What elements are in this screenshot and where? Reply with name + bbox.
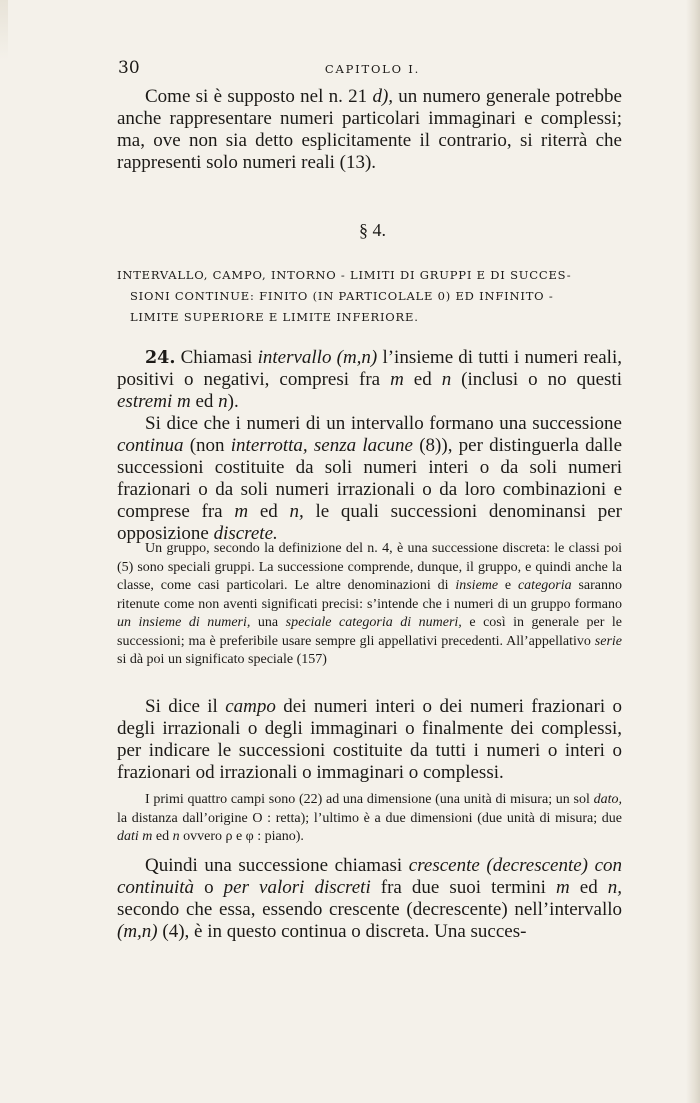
intro-italic-1: d), — [372, 86, 394, 107]
last-text-c: fra due suoi termini — [370, 877, 557, 898]
note2-italic-a: dato, — [593, 792, 622, 807]
campo-italic-a: campo — [225, 696, 276, 717]
p24b-text-b: (non — [183, 435, 231, 456]
note1-italic-b: categoria — [517, 578, 572, 593]
intro-paragraph — [117, 86, 622, 174]
p24b-italic-d: n, — [289, 501, 304, 522]
campo-text-a: Si dice il — [145, 696, 226, 717]
section-heading-line-2: SIONI CONTINUE: FINITO (IN PARTICOLALE 0) ED INFINITO - — [130, 289, 554, 303]
last-text-e: secondo che essa, essendo crescente (decrescente) nell’intervallo — [117, 899, 622, 920]
p24b-italic-c: m — [234, 501, 249, 522]
last-italic-e: (m,n) — [117, 921, 158, 942]
p24-text-f: ). — [227, 391, 239, 412]
p24-text-e: ed — [190, 391, 219, 412]
p24-italic-d: estremi m — [117, 391, 191, 412]
page-edge-left — [0, 0, 8, 60]
p24-italic-a: intervallo (m,n) — [257, 347, 378, 368]
p24-text-d: (inclusi o no questi — [451, 369, 622, 390]
note2-text-d: ovvero ρ e φ : piano). — [179, 829, 304, 844]
last-italic-c: m — [556, 877, 570, 898]
note1-text-a: Un gruppo, secondo la definizione del n. 4, è una successione discreta: le classi poi (5) sono speciali gruppi. La successione comprende, dunque, il gruppo, e quindi anche la classe, come casi particolari. Le altre denominazioni di — [117, 541, 622, 593]
paragraph-24 — [117, 347, 622, 545]
p24b-italic-a: continua — [117, 435, 184, 456]
last-italic-b: per valori discreti — [223, 877, 371, 898]
page-number: 30 — [118, 58, 140, 78]
last-italic-a: crescente (decrescente) con continuità — [117, 855, 623, 898]
footnote-campi — [117, 791, 622, 847]
note2-text-c: ed — [152, 829, 173, 844]
note2-text-a: I primi quattro campi sono (22) ad una dimensione (una unità di misura; un sol — [145, 792, 594, 807]
note1-italic-c: un insieme di numeri, — [117, 615, 251, 630]
footnote-gruppo — [117, 540, 622, 670]
note1-text-f: si dà poi un significato speciale (157) — [117, 652, 327, 667]
intro-text-2: un numero generale potrebbe anche rappresentare numeri particolari immaginari e complessi; ma, ove non sia detto esplicitamente il contrario, si riterrà che rappresenti solo numeri reali (13). — [117, 86, 622, 173]
paragraph-number: 24. — [145, 348, 176, 368]
note1-text-c: saranno ritenute come non aventi significati precisi: s’intende che i numeri di un gruppo formano — [117, 578, 622, 612]
p24b-italic-e: discrete. — [213, 523, 278, 544]
last-text-d: ed — [569, 877, 608, 898]
campo-text-b: dei numeri interi o dei numeri frazionari o degli irrazionali o degli immaginari o finalmente dei complessi, per indicare le successioni costituite da tutti i numeri o interi o frazionari od irrazionali o immaginari o complessi. — [117, 696, 622, 783]
last-italic-d: n, — [607, 877, 623, 898]
paragraph-campo — [117, 696, 622, 784]
section-heading — [117, 265, 622, 328]
note1-italic-a: insieme — [455, 578, 499, 593]
p24-italic-c: n — [441, 369, 452, 390]
last-text-b: o — [194, 877, 224, 898]
note1-italic-d: speciale categoria di numeri, — [285, 615, 462, 630]
section-heading-line-1: INTERVALLO, CAMPO, INTORNO - LIMITI DI GRUPPI E DI SUCCES- — [117, 268, 572, 282]
p24-text-b: l’insieme di tutti i numeri reali, positivi o negativi, compresi fra — [117, 347, 622, 390]
note1-text-e: e così in generale per le successioni; ma è preferibile usare sempre gli appellativi precedenti. All’appellativo — [117, 615, 622, 649]
p24-italic-e: n — [218, 391, 228, 412]
note2-text-b: la distanza dall’origine O : retta); l’ultimo è a due dimensioni (due unità di misura; due — [117, 810, 622, 826]
p24b-text-c: (8)), per distinguerla dalle successioni costituite da soli numeri interi o da soli numeri frazionari o da soli numeri irrazionali o da loro combinazioni e comprese fra — [117, 435, 623, 522]
note2-italic-c: n — [172, 829, 180, 844]
note1-italic-e: serie — [594, 633, 622, 649]
note1-text-d: una — [250, 615, 286, 630]
p24-text-c: ed — [403, 369, 442, 390]
p24b-italic-b: interrotta, senza lacune — [230, 435, 413, 456]
p24b-text-d: ed — [248, 501, 290, 522]
page-edge-right — [686, 0, 700, 1103]
running-title: CAPITOLO I. — [324, 62, 421, 76]
p24-text-a: Chiamasi — [175, 347, 258, 368]
last-text-a: Quindi una successione chiamasi — [145, 855, 409, 876]
p24b-text-e: le quali successioni denominansi per opposizione — [117, 501, 623, 544]
p24-italic-b: m — [390, 369, 404, 390]
section-heading-line-3: LIMITE SUPERIORE E LIMITE INFERIORE. — [130, 310, 419, 324]
section-symbol: § 4. — [359, 220, 386, 240]
last-text-f: (4), è in questo continua o discreta. Una succes- — [157, 921, 527, 942]
paragraph-successione — [117, 855, 622, 943]
intro-text-1: Come si è supposto nel n. 21 — [145, 86, 373, 107]
p24b-text-a: Si dice che i numeri di un intervallo formano una successione — [145, 413, 622, 434]
note1-text-b: e — [498, 578, 518, 593]
note2-italic-b: dati m — [117, 829, 153, 844]
